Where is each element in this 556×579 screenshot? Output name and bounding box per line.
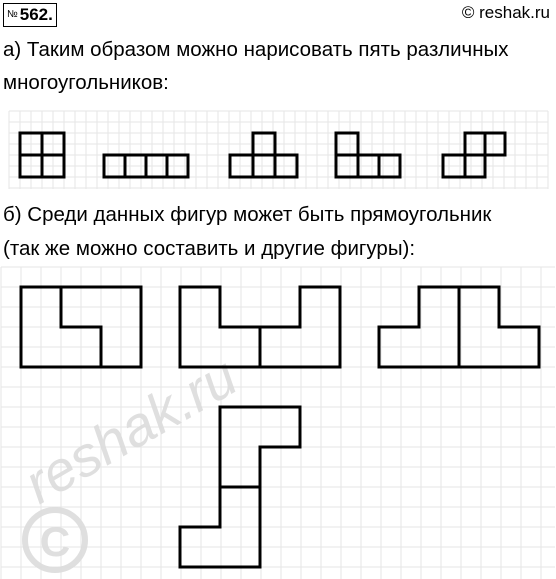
part-b-line-2: (так же можно составить и другие фигуры):	[3, 237, 416, 260]
watermark-copyright-glyph: C	[39, 518, 71, 565]
figure-a1-square	[20, 133, 64, 177]
site-credit: © reshak.ru	[461, 3, 550, 22]
figure-a5-skew	[443, 133, 505, 177]
figure-a4-ell	[336, 133, 400, 177]
number-prefix: №	[7, 9, 18, 20]
watermark	[14, 344, 248, 570]
part-a-line-2: многоугольников:	[3, 71, 169, 94]
number-value: 562.	[19, 5, 53, 24]
figure-b3-tee-shape	[379, 287, 539, 367]
watermark-text: reshak.ru	[13, 344, 248, 516]
part-a-line-1: а) Таким образом можно нарисовать пять различных	[3, 38, 509, 61]
part-b-line-1: б) Среди данных фигур может быть прямоугольник	[3, 203, 492, 226]
